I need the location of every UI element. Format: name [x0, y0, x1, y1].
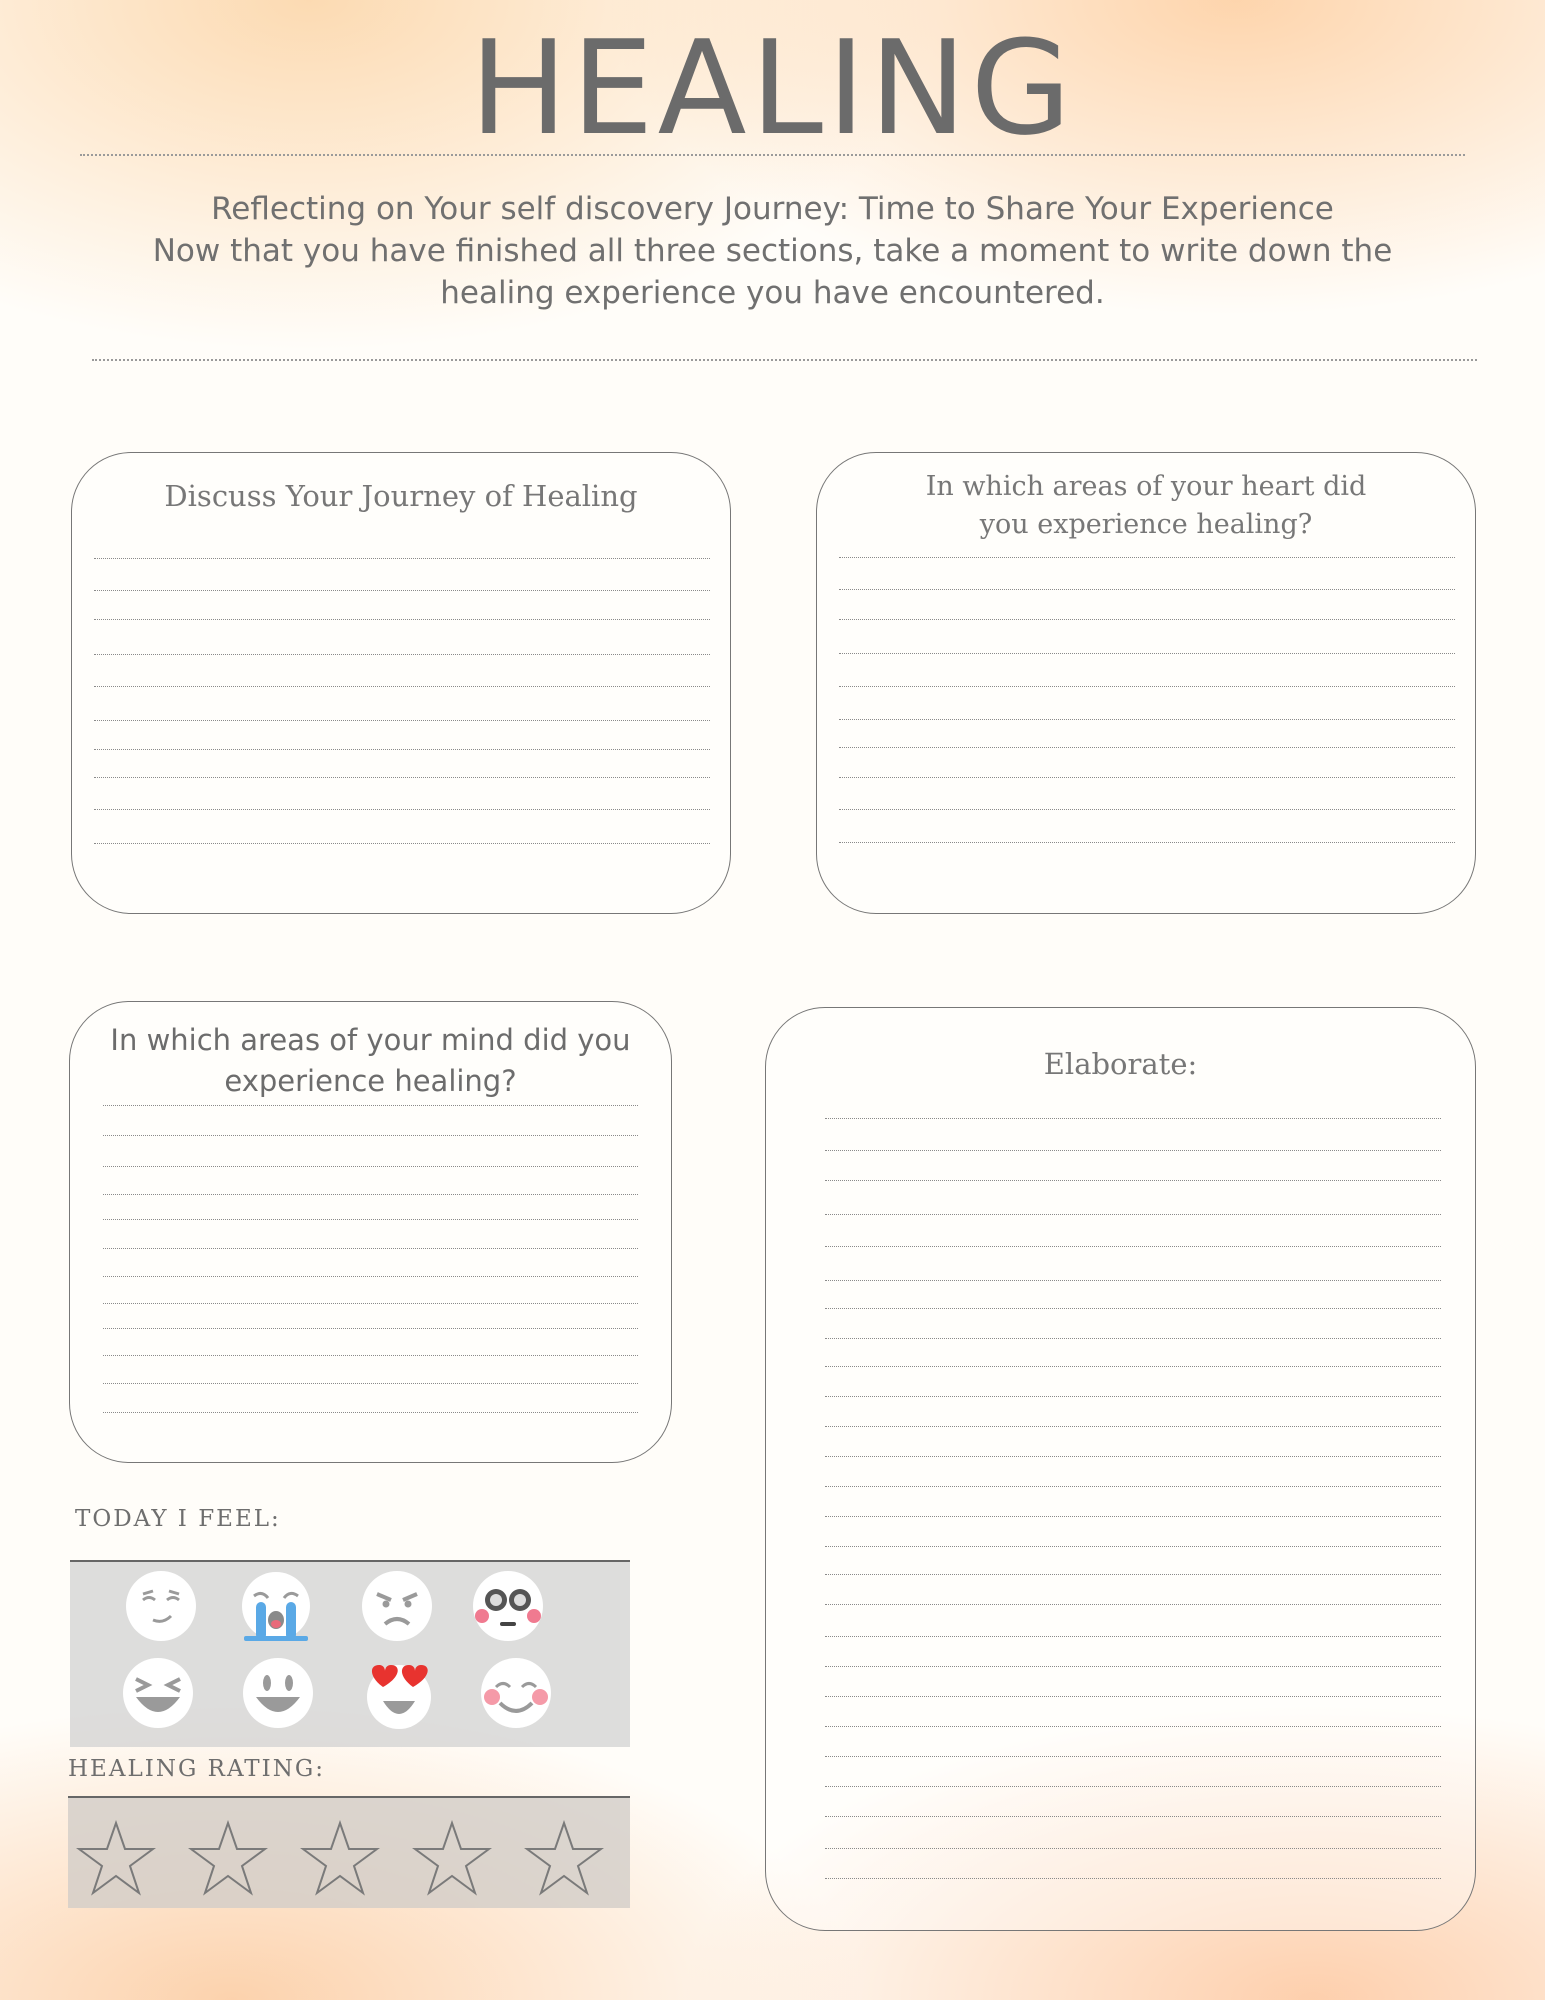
writing-line[interactable]: [103, 1355, 638, 1356]
mind-box: [69, 1001, 672, 1463]
writing-line[interactable]: [825, 1516, 1441, 1517]
writing-line[interactable]: [839, 653, 1455, 654]
mood-panel: [70, 1560, 630, 1747]
intro-text: [110, 188, 1435, 314]
writing-line[interactable]: [94, 558, 710, 559]
journey-box-title: Discuss Your Journey of Healing: [164, 479, 638, 513]
star-icon[interactable]: [76, 1820, 156, 1896]
writing-line[interactable]: [825, 1426, 1441, 1427]
writing-line[interactable]: [94, 590, 710, 591]
star-icon[interactable]: [300, 1820, 380, 1896]
healing-rating-label: HEALING RATING:: [68, 1756, 325, 1782]
writing-line[interactable]: [825, 1696, 1441, 1697]
writing-line[interactable]: [839, 619, 1455, 620]
smirk-face-icon[interactable]: [125, 1570, 197, 1642]
intro-divider: [92, 359, 1477, 361]
writing-line[interactable]: [825, 1280, 1441, 1281]
writing-line[interactable]: [839, 686, 1455, 687]
writing-line[interactable]: [825, 1574, 1441, 1575]
star-icon[interactable]: [412, 1820, 492, 1896]
writing-line[interactable]: [103, 1135, 638, 1136]
writing-line[interactable]: [825, 1366, 1441, 1367]
writing-line[interactable]: [825, 1396, 1441, 1397]
writing-line[interactable]: [825, 1338, 1441, 1339]
writing-line[interactable]: [94, 843, 710, 844]
writing-line[interactable]: [825, 1150, 1441, 1151]
star-icon[interactable]: [524, 1820, 604, 1896]
writing-line[interactable]: [103, 1194, 638, 1195]
writing-line[interactable]: [94, 749, 710, 750]
writing-line[interactable]: [825, 1456, 1441, 1457]
writing-line[interactable]: [839, 777, 1455, 778]
writing-line[interactable]: [103, 1412, 638, 1413]
writing-line[interactable]: [94, 654, 710, 655]
page-title: HEALING: [469, 12, 1076, 164]
writing-line[interactable]: [103, 1166, 638, 1167]
writing-line[interactable]: [825, 1666, 1441, 1667]
writing-line[interactable]: [825, 1848, 1441, 1849]
writing-line[interactable]: [103, 1328, 638, 1329]
writing-line[interactable]: [103, 1383, 638, 1384]
writing-line[interactable]: [103, 1303, 638, 1304]
blushing-face-icon[interactable]: [480, 1657, 552, 1729]
writing-line[interactable]: [825, 1308, 1441, 1309]
intro-line-1: Reflecting on Your self discovery Journey: Time to Share Your Experience: [211, 191, 1334, 227]
crying-face-icon[interactable]: [240, 1570, 312, 1642]
heart-box: [816, 452, 1476, 914]
writing-line[interactable]: [103, 1248, 638, 1249]
writing-line[interactable]: [94, 686, 710, 687]
writing-line[interactable]: [825, 1246, 1441, 1247]
writing-line[interactable]: [839, 589, 1455, 590]
writing-line[interactable]: [825, 1636, 1441, 1637]
writing-line[interactable]: [825, 1486, 1441, 1487]
writing-line[interactable]: [103, 1276, 638, 1277]
star-icon[interactable]: [188, 1820, 268, 1896]
writing-line[interactable]: [94, 720, 710, 721]
angry-face-icon[interactable]: [361, 1570, 433, 1642]
heart-box-title: In which areas of your heart did you experience healing?: [925, 471, 1367, 540]
writing-line[interactable]: [825, 1118, 1441, 1119]
rating-panel: [68, 1796, 630, 1908]
elaborate-box-title: Elaborate:: [1043, 1047, 1198, 1081]
writing-line[interactable]: [825, 1756, 1441, 1757]
title-divider: [80, 154, 1465, 156]
writing-line[interactable]: [825, 1546, 1441, 1547]
elaborate-box: [765, 1007, 1476, 1931]
writing-line[interactable]: [94, 809, 710, 810]
writing-line[interactable]: [103, 1105, 638, 1106]
laughing-face-icon[interactable]: [122, 1657, 194, 1729]
writing-line[interactable]: [825, 1214, 1441, 1215]
writing-line[interactable]: [839, 842, 1455, 843]
writing-line[interactable]: [825, 1786, 1441, 1787]
writing-line[interactable]: [94, 619, 710, 620]
writing-line[interactable]: [839, 809, 1455, 810]
intro-line-2: Now that you have finished all three sections, take a moment to write down the healing experience you have encountered.: [152, 233, 1393, 311]
writing-line[interactable]: [825, 1878, 1441, 1879]
writing-line[interactable]: [839, 747, 1455, 748]
writing-line[interactable]: [103, 1219, 638, 1220]
smiling-face-icon[interactable]: [242, 1657, 314, 1729]
writing-line[interactable]: [839, 719, 1455, 720]
writing-line[interactable]: [825, 1816, 1441, 1817]
heart-eyes-face-icon[interactable]: [363, 1657, 435, 1729]
today-feel-label: TODAY I FEEL:: [75, 1506, 281, 1532]
writing-line[interactable]: [825, 1180, 1441, 1181]
mind-box-title: In which areas of your mind did you experience healing?: [110, 1023, 631, 1098]
writing-line[interactable]: [825, 1726, 1441, 1727]
journey-box: [71, 452, 731, 914]
writing-line[interactable]: [839, 557, 1455, 558]
shocked-face-icon[interactable]: [472, 1570, 544, 1642]
writing-line[interactable]: [825, 1604, 1441, 1605]
writing-line[interactable]: [94, 777, 710, 778]
